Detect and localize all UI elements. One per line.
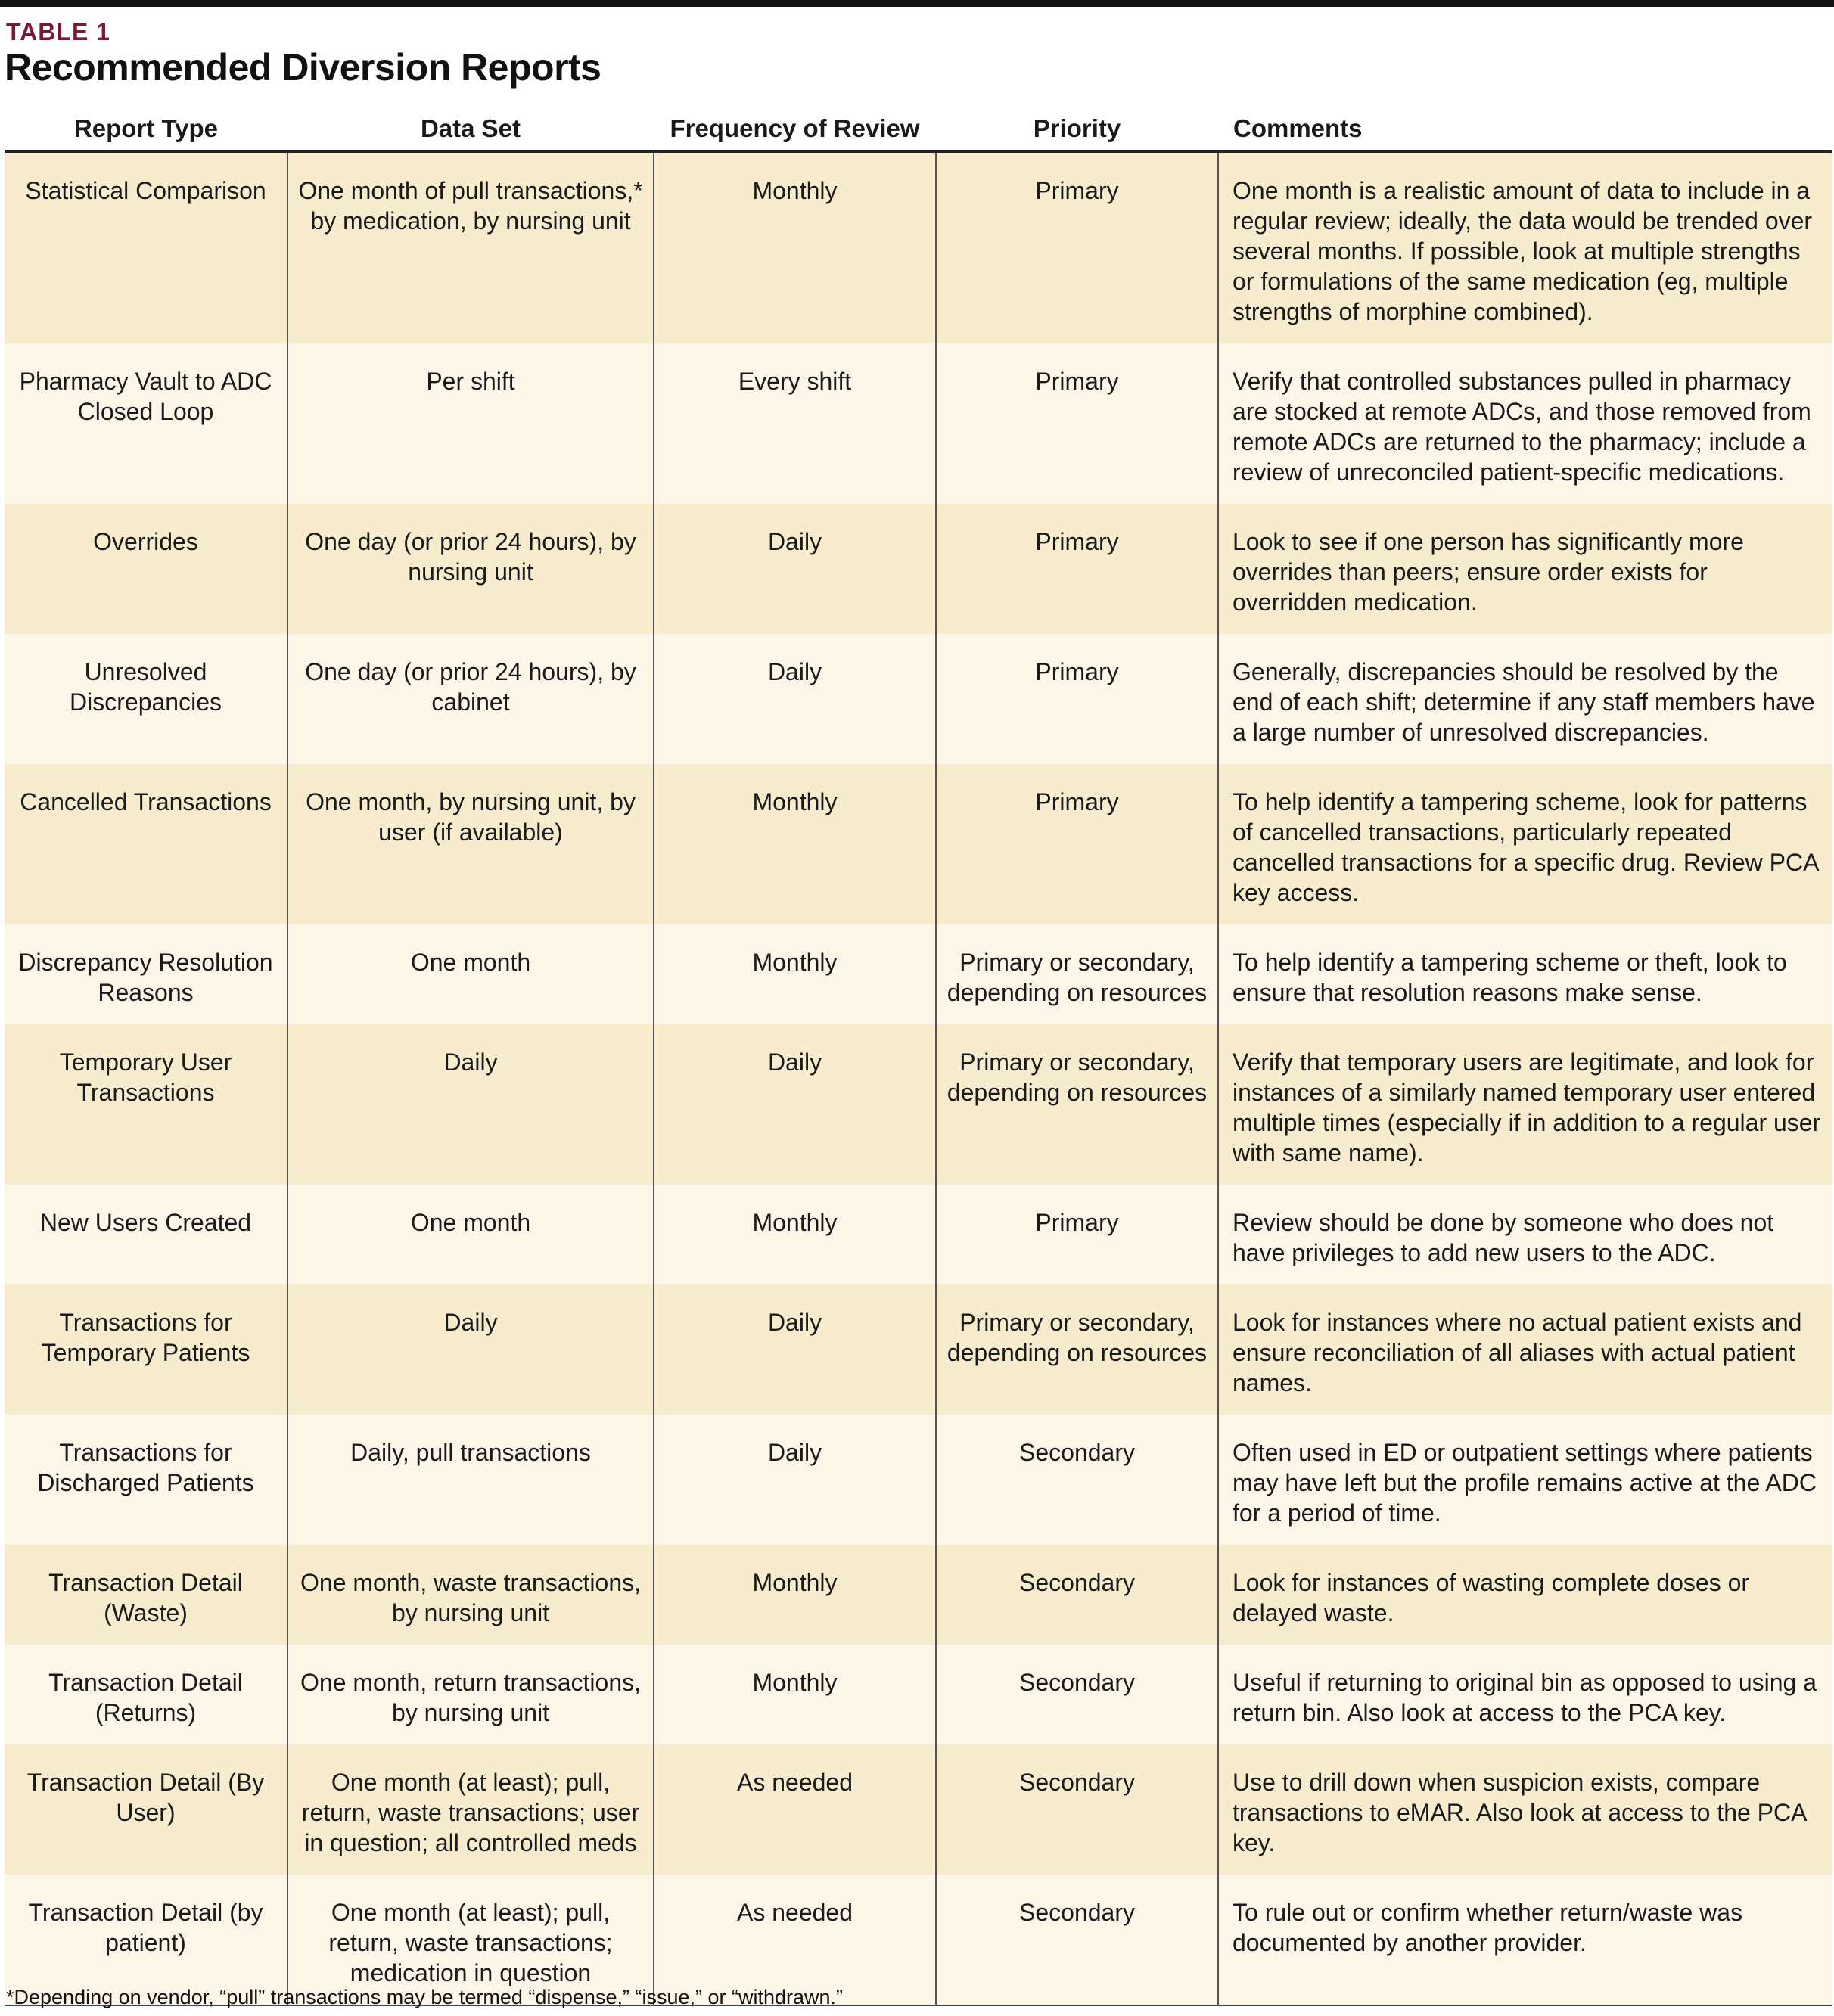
comments-cell: Often used in ED or outpatient settings where patients may have left but the profile remains active at the ADC for a period of time. <box>1218 1415 1832 1545</box>
data-set-cell: One month <box>288 924 654 1024</box>
priority-cell: Primary <box>936 504 1218 634</box>
comments-cell: To help identify a tampering scheme, look for patterns of cancelled transactions, particularly repeated cancelled transactions for a specific drug. Review PCA key access. <box>1218 764 1832 924</box>
report-type-cell: Transaction Detail (By User) <box>5 1744 288 1875</box>
column-header-data-set: Data Set <box>288 107 654 151</box>
table-row <box>5 1645 1832 1744</box>
priority-cell: Secondary <box>936 1545 1218 1645</box>
report-type-cell: Transaction Detail (by patient) <box>5 1875 288 2005</box>
data-set-cell: One day (or prior 24 hours), by nursing unit <box>288 504 654 634</box>
report-type-cell: Cancelled Transactions <box>5 764 288 924</box>
report-type-cell: New Users Created <box>5 1185 288 1284</box>
table-row <box>5 634 1832 764</box>
table-row <box>5 1545 1832 1645</box>
comments-cell: To rule out or confirm whether return/waste was documented by another provider. <box>1218 1875 1832 2005</box>
report-type-cell: Temporary User Transactions <box>5 1024 288 1185</box>
priority-cell: Primary <box>936 764 1218 924</box>
table-row <box>5 1284 1832 1415</box>
table-header-row <box>5 107 1832 151</box>
comments-cell: Look to see if one person has significantly more overrides than peers; ensure order exists for overridden medication. <box>1218 504 1832 634</box>
data-set-cell: One month (at least); pull, return, waste transactions; medication in question <box>288 1875 654 2005</box>
data-set-cell: Daily, pull transactions <box>288 1415 654 1545</box>
report-type-cell: Pharmacy Vault to ADC Closed Loop <box>5 343 288 504</box>
table-row <box>5 1024 1832 1185</box>
priority-cell: Secondary <box>936 1744 1218 1875</box>
comments-cell: Look for instances where no actual patient exists and ensure reconciliation of all aliases with actual patient names. <box>1218 1284 1832 1415</box>
table-title: Recommended Diversion Reports <box>5 46 601 89</box>
priority-cell: Primary <box>936 1185 1218 1284</box>
report-type-cell: Overrides <box>5 504 288 634</box>
diversion-reports-table <box>5 107 1832 2006</box>
data-set-cell: One day (or prior 24 hours), by cabinet <box>288 634 654 764</box>
table-body <box>5 151 1832 2005</box>
table-label: TABLE 1 <box>6 18 110 45</box>
report-type-cell: Transaction Detail (Returns) <box>5 1645 288 1744</box>
data-set-cell: One month of pull transactions,* by medication, by nursing unit <box>288 151 654 343</box>
frequency-cell: As needed <box>654 1744 936 1875</box>
comments-cell: Verify that controlled substances pulled in pharmacy are stocked at remote ADCs, and those removed from remote ADCs are returned to the pharmacy; include a review of unreconciled patient-specific medications. <box>1218 343 1832 504</box>
data-set-cell: One month, waste transactions, by nursing unit <box>288 1545 654 1645</box>
column-header-report-type: Report Type <box>5 107 288 151</box>
priority-cell: Primary <box>936 343 1218 504</box>
data-set-cell: Daily <box>288 1024 654 1185</box>
data-set-cell: Daily <box>288 1284 654 1415</box>
frequency-cell: Monthly <box>654 924 936 1024</box>
table-row <box>5 504 1832 634</box>
data-set-cell: One month, by nursing unit, by user (if available) <box>288 764 654 924</box>
report-type-cell: Transaction Detail (Waste) <box>5 1545 288 1645</box>
frequency-cell: Monthly <box>654 151 936 343</box>
comments-cell: Verify that temporary users are legitimate, and look for instances of a similarly named temporary user entered multiple times (especially if in addition to a regular user with same name). <box>1218 1024 1832 1185</box>
frequency-cell: Daily <box>654 1024 936 1185</box>
priority-cell: Primary or secondary, depending on resources <box>936 1024 1218 1185</box>
frequency-cell: Monthly <box>654 1645 936 1744</box>
priority-cell: Primary <box>936 151 1218 343</box>
table-row <box>5 1185 1832 1284</box>
report-type-cell: Transactions for Discharged Patients <box>5 1415 288 1545</box>
column-header-priority: Priority <box>936 107 1218 151</box>
report-type-cell: Transactions for Temporary Patients <box>5 1284 288 1415</box>
frequency-cell: Monthly <box>654 764 936 924</box>
comments-cell: Look for instances of wasting complete doses or delayed waste. <box>1218 1545 1832 1645</box>
priority-cell: Primary or secondary, depending on resources <box>936 924 1218 1024</box>
footnote: *Depending on vendor, “pull” transactions may be termed “dispense,” “issue,” or “withdrawn.” <box>6 1986 844 2008</box>
column-header-frequency: Frequency of Review <box>654 107 936 151</box>
priority-cell: Primary <box>936 634 1218 764</box>
data-set-cell: One month, return transactions, by nursing unit <box>288 1645 654 1744</box>
priority-cell: Primary or secondary, depending on resources <box>936 1284 1218 1415</box>
report-type-cell: Discrepancy Resolution Reasons <box>5 924 288 1024</box>
comments-cell: To help identify a tampering scheme or theft, look to ensure that resolution reasons make sense. <box>1218 924 1832 1024</box>
frequency-cell: Monthly <box>654 1185 936 1284</box>
comments-cell: Review should be done by someone who does not have privileges to add new users to the ADC. <box>1218 1185 1832 1284</box>
frequency-cell: Monthly <box>654 1545 936 1645</box>
data-set-cell: One month <box>288 1185 654 1284</box>
frequency-cell: Daily <box>654 504 936 634</box>
frequency-cell: Daily <box>654 1284 936 1415</box>
data-set-cell: Per shift <box>288 343 654 504</box>
table-row <box>5 764 1832 924</box>
priority-cell: Secondary <box>936 1415 1218 1545</box>
comments-cell: Use to drill down when suspicion exists, compare transactions to eMAR. Also look at access to the PCA key. <box>1218 1744 1832 1875</box>
data-set-cell: One month (at least); pull, return, waste transactions; user in question; all controlled meds <box>288 1744 654 1875</box>
frequency-cell: Daily <box>654 1415 936 1545</box>
table-row <box>5 151 1832 343</box>
comments-cell: Generally, discrepancies should be resolved by the end of each shift; determine if any staff members have a large number of unresolved discrepancies. <box>1218 634 1832 764</box>
table-row <box>5 924 1832 1024</box>
report-type-cell: Unresolved Discrepancies <box>5 634 288 764</box>
frequency-cell: As needed <box>654 1875 936 2005</box>
table-row <box>5 1415 1832 1545</box>
column-header-comments: Comments <box>1218 107 1832 151</box>
top-rule <box>0 0 1834 7</box>
table-row <box>5 1744 1832 1875</box>
report-type-cell: Statistical Comparison <box>5 151 288 343</box>
priority-cell: Secondary <box>936 1645 1218 1744</box>
frequency-cell: Every shift <box>654 343 936 504</box>
comments-cell: Useful if returning to original bin as opposed to using a return bin. Also look at access to the PCA key. <box>1218 1645 1832 1744</box>
table-row <box>5 343 1832 504</box>
frequency-cell: Daily <box>654 634 936 764</box>
priority-cell: Secondary <box>936 1875 1218 2005</box>
comments-cell: One month is a realistic amount of data to include in a regular review; ideally, the data would be trended over several months. If possible, look at multiple strengths or formulations of the same medication (eg, multiple strengths of morphine combined). <box>1218 151 1832 343</box>
